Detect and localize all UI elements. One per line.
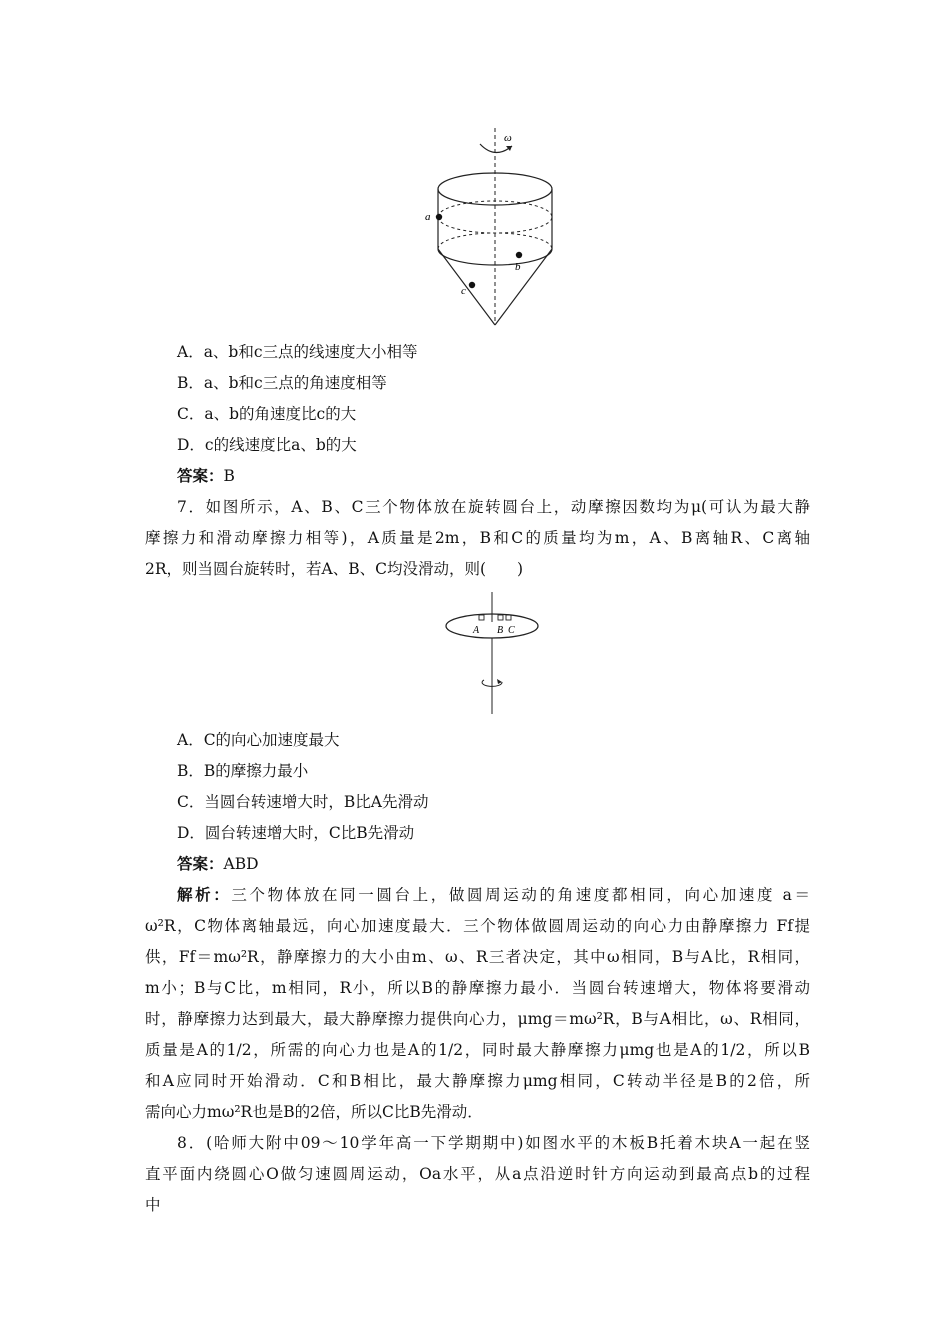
q7-option-d: D．圆台转速增大时，C比B先滑动 <box>177 824 415 842</box>
q7-analysis-line-8: 需向心力mω²R也是B的2倍，所以C比B先滑动． <box>145 1103 483 1121</box>
q7-answer <box>177 854 842 874</box>
q6-option-a: A．a、b和c三点的线速度大小相等 <box>177 343 418 361</box>
q6-answer <box>177 466 842 486</box>
point-c <box>469 282 475 288</box>
figure-cylinder-cone <box>420 122 560 332</box>
q7-stem-line-1: 7．如图所示，A、B、C三个物体放在旋转圆台上，动摩擦因数均为μ(可认为最大静 <box>177 498 810 516</box>
q8-stem-line-2: 直平面内绕圆心O做匀速圆周运动，Oa水平，从a点沿逆时针方向运动到最高点b的过程 <box>145 1165 810 1183</box>
q7-analysis-line-6: 质量是A的1/2，所需的向心力也是A的1/2，同时最大静摩擦力μmg也是A的1/2，所以B <box>145 1041 810 1059</box>
q7-stem-line-3: 2R，则当圆台旋转时，若A、B、C均没滑动，则( ) <box>145 560 524 578</box>
q7-option-b: B．B的摩擦力最小 <box>177 762 309 780</box>
answer-label: 答案： <box>177 854 224 873</box>
answer-value: ABD <box>223 855 259 873</box>
figure-rotating-disc <box>440 592 550 717</box>
q7-analysis-line-1 <box>177 885 810 905</box>
analysis-text: 三个物体放在同一圆台上，做圆周运动的角速度都相同，向心加速度 a＝ <box>231 886 810 904</box>
label-a: a <box>425 211 431 223</box>
answer-value: B <box>223 467 235 485</box>
q8-stem-line-1: 8．(哈师大附中09～10学年高一下学期期中)如图水平的木板B托着木块A一起在竖 <box>177 1134 810 1152</box>
q7-analysis-line-3: 供，Ff＝mω²R，静摩擦力的大小由m、ω、R三者决定，其中ω相同，B与A比，R相同， <box>145 948 810 966</box>
label-c: c <box>461 285 466 297</box>
disc-label-c: C <box>508 625 515 636</box>
q7-analysis-line-2: ω²R，C物体离轴最远，向心加速度最大．三个物体做圆周运动的向心力由静摩擦力 Ff提 <box>145 917 810 935</box>
q7-option-c: C．当圆台转速增大时，B比A先滑动 <box>177 793 429 811</box>
disc-label-b: B <box>497 625 504 636</box>
q7-analysis-line-7: 和A应同时开始滑动．C和B相比，最大静摩擦力μmg相同，C转动半径是B的2倍，所 <box>145 1072 810 1090</box>
q7-analysis-line-4: m小；B与C比，m相同，R小，所以B的静摩擦力最小．当圆台转速增大，物体将要滑动 <box>145 979 810 997</box>
q7-analysis-line-5: 时，静摩擦力达到最大，最大静摩擦力提供向心力，μmg＝mω²R，B与A相比，ω、R相同， <box>145 1010 810 1028</box>
point-a <box>436 214 442 220</box>
q7-stem-line-2: 摩擦力和滑动摩擦力相等)，A质量是2m，B和C的质量均为m，A、B离轴R、C离轴 <box>145 529 810 547</box>
disc-label-a: A <box>473 625 480 636</box>
analysis-label: 解析： <box>177 885 232 904</box>
point-b <box>516 252 522 258</box>
q6-option-c: C．a、b的角速度比c的大 <box>177 405 357 423</box>
rotation-arrow-icon <box>480 144 512 153</box>
omega-label: ω <box>504 132 512 144</box>
q8-stem-line-3: 中 <box>145 1196 161 1214</box>
q7-option-a: A．C的向心加速度最大 <box>177 731 340 749</box>
q6-option-b: B．a、b和c三点的角速度相等 <box>177 374 387 392</box>
label-b: b <box>515 261 521 273</box>
q6-option-d: D．c的线速度比a、b的大 <box>177 436 357 454</box>
answer-label: 答案： <box>177 466 224 485</box>
